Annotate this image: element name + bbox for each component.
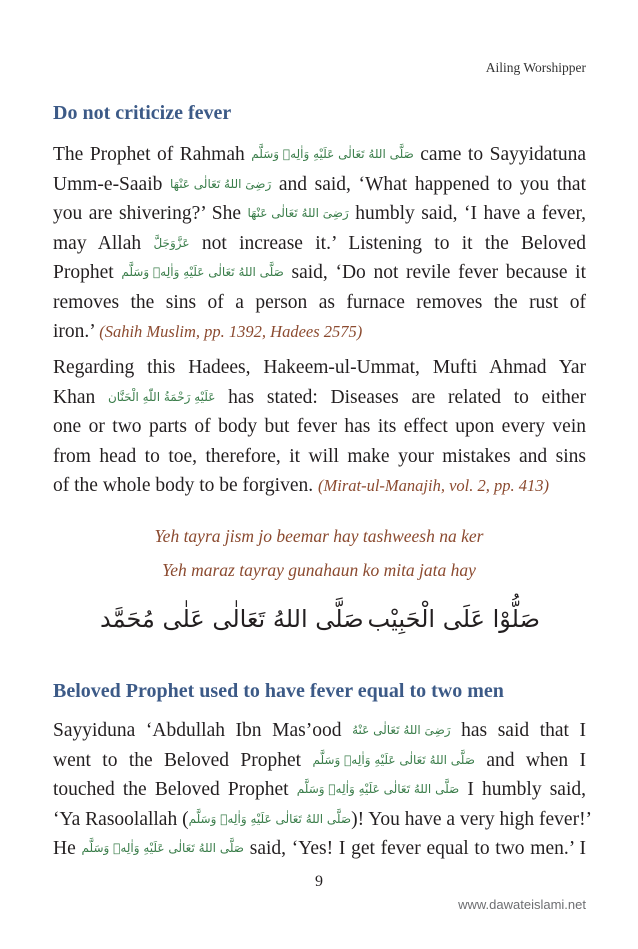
salawat-calligraphy: صَلَّى اللهُ تَعَالٰى عَلَيْهِ وَاٰلِهٖ وَسَلَّم xyxy=(188,811,352,826)
salawat-calligraphy: صَلَّى اللهُ تَعَالٰى عَلَيْهِ وَاٰلِهٖ وَسَلَّم xyxy=(312,752,475,767)
sallallahu-ala-muhammad: صَلَّى اللهُ تَعَالٰى عَلٰى مُحَمَّد xyxy=(100,605,364,633)
text-line: Umm-e-Saaib رَضِىَ اللهُ تَعَالٰى عَنْهَا and said, ‘What happened to you that xyxy=(53,170,586,200)
text-line: iron.’ (Sahih Muslim, pp. 1392, Hadees 2575) xyxy=(53,321,363,342)
salawat-calligraphy: صَلَّى اللهُ تَعَالٰى عَلَيْهِ وَاٰلِهٖ وَسَلَّم xyxy=(251,147,414,161)
text-line: ‘Ya Rasoolallah (صَلَّى اللهُ تَعَالٰى عَلَيْهِ وَاٰلِهٖ وَسَلَّم)! You have a very high fever!’ xyxy=(53,805,586,835)
running-header: Ailing Worshipper xyxy=(485,60,586,75)
text-line: may Allah عَزَّوَجَلَّ not increase it.’ Listening to it the Beloved xyxy=(53,229,586,259)
salawat-calligraphy: صَلَّى اللهُ تَعَالٰى عَلَيْهِ وَاٰلِهٖ وَسَلَّم xyxy=(81,841,244,855)
page-number: 9 xyxy=(315,873,323,890)
azza-wa-jall-calligraphy: عَزَّوَجَلَّ xyxy=(153,235,190,250)
website-url: www.dawateislami.net xyxy=(458,897,586,912)
text-line: He صَلَّى اللهُ تَعَالٰى عَلَيْهِ وَاٰلِهٖ وَسَلَّم said, ‘Yes! I get fever equal to two men.’ I xyxy=(53,834,586,864)
poem-line-2: Yeh maraz tayray gunahaun ko mita jata hay xyxy=(162,560,476,580)
text-line: Sayyiduna ‘Abdullah Ibn Mas’ood رَضِىَ اللهُ تَعَالٰى عَنْهُ has said that I xyxy=(53,716,586,746)
text-line: of the whole body to be forgiven. (Mirat-ul-Manajih, vol. 2, pp. 413) xyxy=(53,475,549,496)
salat-calligraphy-line xyxy=(100,605,540,645)
radiya-anha-calligraphy: رَضِىَ اللهُ تَعَالٰى عَنْهَا xyxy=(247,206,349,220)
alayhi-rahmah-calligraphy: عَلَيْهِ رَحْمَةُ اللّٰهِ الْحَنَّان xyxy=(107,389,216,404)
text-line: went to the Beloved Prophet صَلَّى اللهُ تَعَالٰى عَلَيْهِ وَاٰلِهٖ وَسَلَّم and when I xyxy=(53,746,586,776)
text-line: The Prophet of Rahmah صَلَّى اللهُ تَعَالٰى عَلَيْهِ وَاٰلِهٖ وَسَلَّم came to Sayyidatuna xyxy=(53,140,586,170)
section-heading-fever: Do not criticize fever xyxy=(53,102,232,124)
text-line: Regarding this Hadees, Hakeem-ul-Ummat, Mufti Ahmad Yar xyxy=(53,357,586,378)
paragraph-commentary xyxy=(53,353,586,501)
text-line: removes the sins of a person as furnace removes the rust of xyxy=(53,291,586,313)
text-line: Prophet صَلَّى اللهُ تَعَالٰى عَلَيْهِ وَاٰلِهٖ وَسَلَّم said, ‘Do not revile fever because it xyxy=(53,258,586,288)
text-line: touched the Beloved Prophet صَلَّى اللهُ تَعَالٰى عَلَيْهِ وَاٰلِهٖ وَسَلَّم I humbly said, xyxy=(53,775,586,805)
radiya-anha-calligraphy: رَضِىَ اللهُ تَعَالٰى عَنْهَا xyxy=(170,176,272,191)
text-line: you are shivering?’ She رَضِىَ اللهُ تَعَالٰى عَنْهَا humbly said, ‘I have a fever, xyxy=(53,199,586,229)
salawat-calligraphy: صَلَّى اللهُ تَعَالٰى عَلَيْهِ وَاٰلِهٖ وَسَلَّم xyxy=(296,782,460,796)
paragraph-hadees xyxy=(53,140,586,347)
section-heading-two-men: Beloved Prophet used to have fever equal to two men xyxy=(53,680,504,702)
text-line: one or two parts of body but fever has its effect upon every vein xyxy=(53,416,586,437)
citation: (Sahih Muslim, pp. 1392, Hadees 2575) xyxy=(99,322,363,341)
text-line: from head to toe, therefore, it will make your mistakes and sins xyxy=(53,445,586,467)
sallu-alal-habib: صَلُّوْا عَلَى الْحَبِيْب xyxy=(367,605,540,633)
radiya-anhu-calligraphy: رَضِىَ اللهُ تَعَالٰى عَنْهُ xyxy=(352,723,451,737)
poem-line-1: Yeh tayra jism jo beemar hay tashweesh na ker xyxy=(154,526,484,546)
paragraph-fever-two-men xyxy=(53,716,593,864)
citation: (Mirat-ul-Manajih, vol. 2, pp. 413) xyxy=(318,476,549,495)
salawat-calligraphy: صَلَّى اللهُ تَعَالٰى عَلَيْهِ وَاٰلِهٖ وَسَلَّم xyxy=(121,265,284,279)
text-line: Khan عَلَيْهِ رَحْمَةُ اللّٰهِ الْحَنَّان has stated: Diseases are related to either xyxy=(53,383,586,413)
